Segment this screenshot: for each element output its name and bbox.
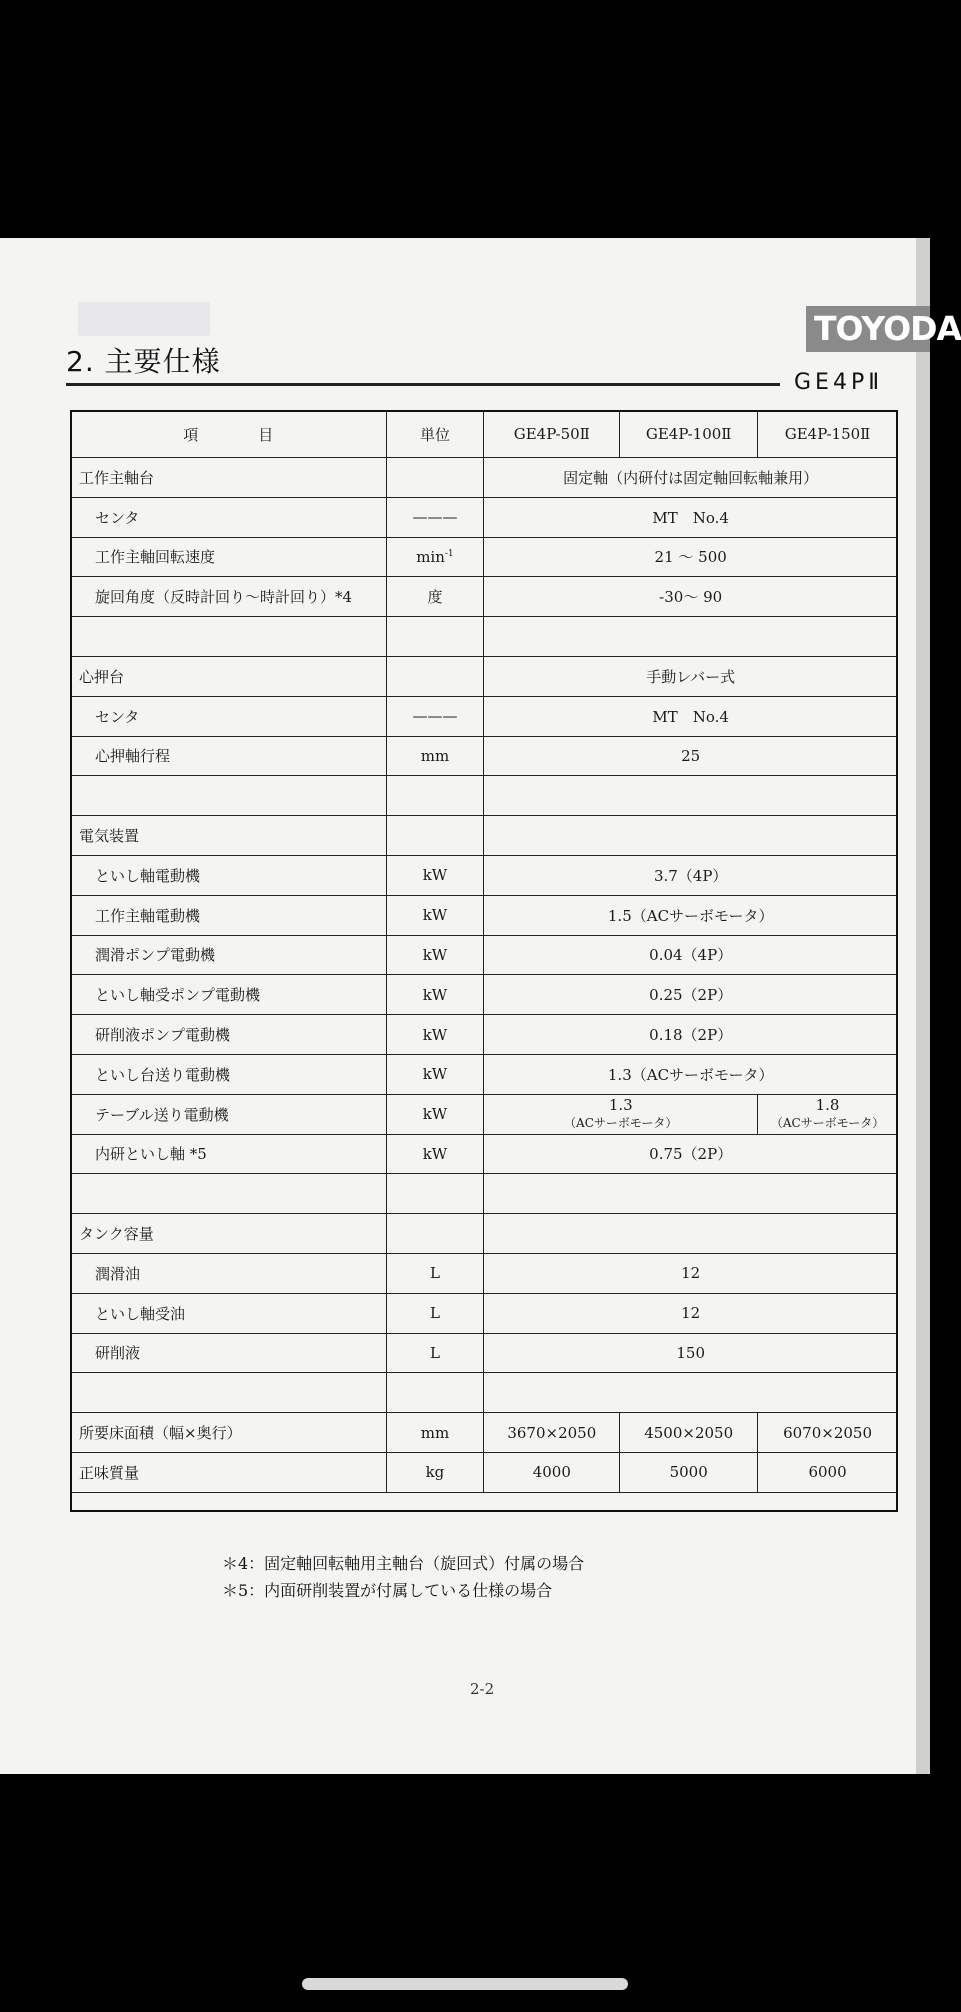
row-item [71, 776, 387, 816]
model-name: GE4PⅡ [794, 370, 884, 395]
table-row [71, 895, 898, 935]
section-title: 2. 主要仕様 [66, 345, 221, 378]
row-unit [386, 816, 484, 856]
value-note: （ACサーボモータ） [770, 1116, 885, 1131]
header-unit: 単位 [386, 411, 484, 458]
row-unit: ——— [386, 497, 484, 537]
row-model-value: 6070×2050 [758, 1413, 898, 1453]
row-item: タンク容量 [71, 1214, 387, 1254]
row-unit: kW [386, 1094, 484, 1134]
table-row [71, 1413, 898, 1453]
table-row [71, 497, 898, 537]
row-unit [386, 1214, 484, 1254]
row-item [71, 617, 387, 657]
row-model-value: 4500×2050 [620, 1413, 758, 1453]
top-black-bar [0, 0, 930, 238]
header-model-150: GE4P-150Ⅱ [758, 411, 898, 458]
row-unit: kW [386, 1054, 484, 1094]
row-unit: 度 [386, 577, 484, 617]
row-model-value: 4000 [484, 1452, 620, 1492]
row-value: 25 [484, 736, 898, 776]
faint-background-label [78, 302, 210, 336]
row-value: 固定軸（内研付は固定軸回転軸兼用） [484, 458, 898, 498]
row-value: 1.5（ACサーボモータ） [484, 895, 898, 935]
row-item: テーブル送り電動機 [71, 1094, 387, 1134]
row-unit: mm [386, 736, 484, 776]
document-page [0, 238, 961, 1774]
row-item: 研削液ポンプ電動機 [71, 1015, 387, 1055]
table-row [71, 1015, 898, 1055]
row-item: 電気装置 [71, 816, 387, 856]
row-item: 潤滑ポンプ電動機 [71, 935, 387, 975]
row-unit: kW [386, 855, 484, 895]
page-number: 2-2 [470, 1680, 495, 1698]
row-item: 心押台 [71, 656, 387, 696]
table-row [71, 736, 898, 776]
row-model-value: 3670×2050 [484, 1413, 620, 1453]
row-item: 心押軸行程 [71, 736, 387, 776]
row-value: 12 [484, 1293, 898, 1333]
row-unit [386, 656, 484, 696]
row-unit [386, 617, 484, 657]
row-item: といし軸受ポンプ電動機 [71, 975, 387, 1015]
row-value: 0.25（2P） [484, 975, 898, 1015]
row-unit: L [386, 1333, 484, 1373]
row-unit [386, 1373, 484, 1413]
row-item: 所要床面積（幅×奥行） [71, 1413, 387, 1453]
row-unit: kg [386, 1452, 484, 1492]
table-row [71, 935, 898, 975]
table-row [71, 537, 898, 577]
table-row [71, 1333, 898, 1373]
row-value: 0.18（2P） [484, 1015, 898, 1055]
row-unit [386, 1174, 484, 1214]
table-row [71, 816, 898, 856]
footnote-5: ＊5：内面研削装置が付属している仕様の場合 [222, 1581, 553, 1600]
row-unit [386, 776, 484, 816]
row-unit: kW [386, 1134, 484, 1174]
table-row [71, 1214, 898, 1254]
row-value: 12 [484, 1253, 898, 1293]
row-item: 工作主軸電動機 [71, 895, 387, 935]
table-row [71, 577, 898, 617]
table-row [71, 458, 898, 498]
row-unit: L [386, 1293, 484, 1333]
row-model-value: 6000 [758, 1452, 898, 1492]
header-item: 項目 [71, 411, 387, 458]
unit-superscript: -1 [444, 548, 454, 559]
row-item: 潤滑油 [71, 1253, 387, 1293]
unit-base: min [416, 547, 445, 566]
table-row [71, 1054, 898, 1094]
row-value-50-100 [484, 1094, 758, 1134]
row-value [484, 1174, 898, 1214]
toyoda-logo: TOYODA [806, 306, 930, 352]
row-item: センタ [71, 497, 387, 537]
row-value [484, 1373, 898, 1413]
row-item [71, 1373, 387, 1413]
spec-table [70, 410, 898, 1493]
value-note: （ACサーボモータ） [564, 1116, 678, 1131]
table-row [71, 656, 898, 696]
table-header-row [71, 411, 898, 458]
row-value [484, 1214, 898, 1254]
header-model-100: GE4P-100Ⅱ [620, 411, 758, 458]
row-item: 正味質量 [71, 1452, 387, 1492]
table-row [71, 975, 898, 1015]
table-row [71, 617, 898, 657]
row-model-value: 5000 [620, 1452, 758, 1492]
table-row [71, 1174, 898, 1214]
row-item: といし軸電動機 [71, 855, 387, 895]
row-item: 工作主軸台 [71, 458, 387, 498]
table-row [71, 776, 898, 816]
row-item: 工作主軸回転速度 [71, 537, 387, 577]
row-value: 0.04（4P） [484, 935, 898, 975]
value-text: 1.3 [608, 1096, 633, 1115]
row-value-150 [758, 1094, 898, 1134]
row-unit [386, 458, 484, 498]
title-rule [66, 383, 780, 386]
table-row [71, 1293, 898, 1333]
row-item: 旋回角度（反時計回り～時計回り）*4 [71, 577, 387, 617]
row-unit: kW [386, 935, 484, 975]
bottom-black-bar [0, 1774, 930, 2012]
row-unit [386, 537, 484, 577]
row-unit: mm [386, 1413, 484, 1453]
row-value: MT No.4 [484, 696, 898, 736]
table-row [71, 855, 898, 895]
row-value [484, 617, 898, 657]
row-item: 内研といし軸 *5 [71, 1134, 387, 1174]
page-edge [916, 238, 930, 1774]
row-value: 150 [484, 1333, 898, 1373]
row-value: 1.3（ACサーボモータ） [484, 1054, 898, 1094]
home-indicator[interactable] [302, 1978, 628, 1990]
row-unit: ——— [386, 696, 484, 736]
footnote-4: ＊4：固定軸回転軸用主軸台（旋回式）付属の場合 [222, 1554, 585, 1573]
row-value [484, 776, 898, 816]
table-row [71, 1452, 898, 1492]
row-item [71, 1174, 387, 1214]
row-value: 手動レバー式 [484, 656, 898, 696]
table-row [71, 1373, 898, 1413]
row-unit: kW [386, 975, 484, 1015]
row-item: といし軸受油 [71, 1293, 387, 1333]
footnotes [222, 1550, 584, 1604]
row-item: センタ [71, 696, 387, 736]
table-row-table-feed-motor [71, 1094, 898, 1134]
table-row [71, 696, 898, 736]
row-item: といし台送り電動機 [71, 1054, 387, 1094]
row-value [484, 816, 898, 856]
header-model-50: GE4P-50Ⅱ [484, 411, 620, 458]
row-value: MT No.4 [484, 497, 898, 537]
row-unit: kW [386, 1015, 484, 1055]
row-unit: L [386, 1253, 484, 1293]
row-item: 研削液 [71, 1333, 387, 1373]
row-value: -30～ 90 [484, 577, 898, 617]
value-text: 1.8 [815, 1096, 840, 1115]
row-value: 3.7（4P） [484, 855, 898, 895]
table-row [71, 1253, 898, 1293]
row-value: 21 ～ 500 [484, 537, 898, 577]
table-row [71, 1134, 898, 1174]
row-unit: kW [386, 895, 484, 935]
row-value: 0.75（2P） [484, 1134, 898, 1174]
